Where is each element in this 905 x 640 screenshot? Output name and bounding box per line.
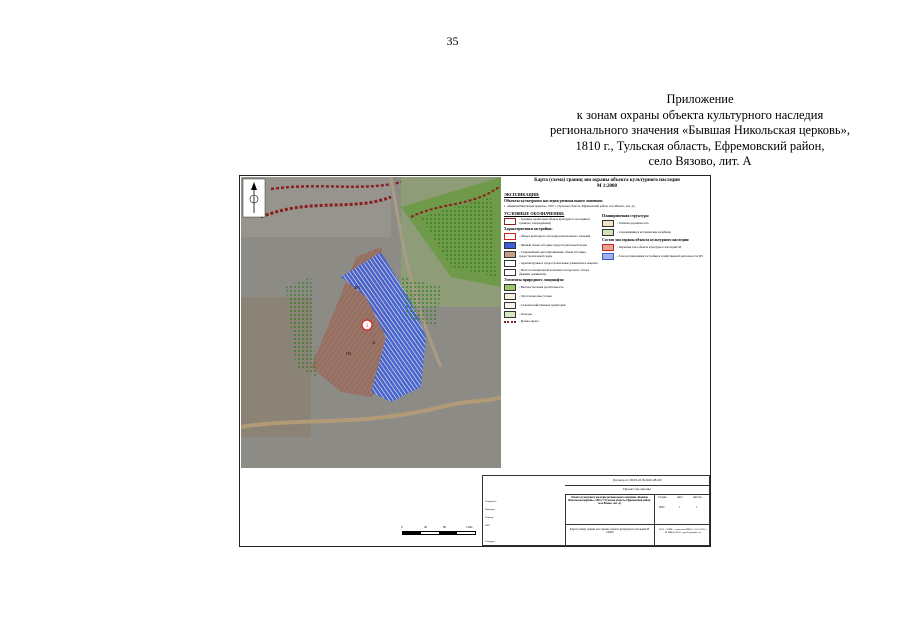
gardens-swatch — [504, 311, 516, 318]
explication-heading: ЭКСПЛИКАЦИЯ: — [504, 192, 540, 197]
building-heading: Характеристики застройки: — [504, 227, 553, 232]
sheet-title-cell: Карта (схема) границ зон охраны объекта культурного наследия М 1:2000 — [565, 524, 655, 547]
object-entry: 1. «Бывшая Никольская церковь», 1810 г. (Тульская область, Ефремовский район, село Вязово, лит. А) — [504, 204, 635, 209]
trees-swatch — [504, 284, 516, 291]
stage-label: Стадия — [658, 496, 667, 499]
legend-item: - Высокоствольная растительность — [504, 284, 600, 291]
heritage-object-icon — [504, 233, 516, 240]
zr1-zone-swatch — [602, 253, 614, 260]
appendix-line: регионального значения «Бывшая Никольская церковь», — [549, 123, 850, 137]
scale-tick: 120м — [466, 525, 473, 529]
sheets-value: 1 — [696, 506, 698, 509]
role: Проверил — [485, 508, 495, 511]
map-drawing — [241, 177, 501, 468]
zones-heading: Состав зон охраны объекта культурного наследия: — [602, 238, 690, 243]
org-cell: ООО «АРХИ» • лицензия МКРФ • 22.01.2021 г. № МКРФ 00513 • pp-the@yandex.ru — [655, 524, 711, 547]
stage-value: ПЗО — [659, 506, 665, 509]
legend-item: - Огороды — [504, 311, 600, 318]
appendix-line: Приложение — [666, 92, 734, 106]
contract-line: Договор от 28.03.22 №2022.48120 — [565, 476, 709, 486]
legend-item: - Бровка оврага — [504, 320, 600, 323]
title-block — [482, 475, 710, 546]
legend-item: - Объект культурного наследия регионального значения — [504, 233, 600, 240]
objects-heading: Объекты культурного наследия регионального значения: — [504, 199, 603, 204]
legend-item: - Сохранившиеся исторические кладбища — [602, 229, 710, 236]
legend-item: - Современный «дисгармоничный» объект историко-градостроительной среды — [504, 251, 600, 258]
map-label-object: 1 — [365, 324, 369, 329]
map-title: Карта (схема) границ зон охраны объекта культурного наследия — [534, 178, 680, 183]
legend — [504, 178, 710, 468]
project-line: Проект зон охраны — [565, 485, 709, 495]
sheets-label: Листов — [693, 496, 702, 499]
appendix-line: 1810 г., Тульская область, Ефремовский район, — [575, 138, 825, 153]
appendix-line: село Вязово, лит. А — [648, 154, 752, 168]
scale-tick: 0 — [401, 525, 403, 529]
planning-heading: Планировочная структура: — [602, 213, 650, 218]
legend-heading: УСЛОВНЫЕ ОБОЗНАЧЕНИЯ: — [504, 210, 565, 216]
scale-bar — [401, 525, 474, 534]
viewpoint-icon — [504, 269, 516, 276]
road-swatch — [602, 220, 614, 227]
legend-item: - Зона регулирования застройки и хозяйственной деятельности ЗР1 — [602, 253, 710, 260]
role: Утвердил — [485, 540, 495, 543]
legend-item: - Архитектурные и градостроительные доминанты и акценты — [504, 260, 600, 267]
roles-cell — [483, 494, 566, 547]
sheet-value: 1 — [679, 506, 681, 509]
scale-tick: 80 — [443, 525, 446, 529]
legend-item: - Луга/сенокосные угодья — [504, 293, 600, 300]
meadow-swatch — [504, 293, 516, 300]
appendix-line: к зонам охраны объекта культурного наследия — [576, 107, 824, 122]
object-name-cell: Объект культурного наследия регионального значения «Бывшая Никольская церковь», 1810 г. (Тульская область, Ефремовский район, село Вязово, лит. А) — [565, 494, 655, 524]
role: ГИП — [485, 524, 490, 527]
nature-heading: Элементы природного ландшафта: — [504, 278, 565, 283]
cemetery-swatch — [602, 229, 614, 236]
stage-cells — [655, 494, 711, 524]
valuable-object-swatch — [504, 242, 516, 249]
oz-zone-swatch — [602, 244, 614, 251]
legend-item: - Границы территории объекта культурного наследия (в границах утвержденных) — [504, 218, 600, 225]
scale-tick: 40 — [424, 525, 427, 529]
page-number: 35 — [446, 34, 459, 48]
map-label-zr1: ЗР1 — [354, 285, 361, 290]
legend-item: - Сельскохозяйственные территории — [504, 302, 600, 309]
role: Н.контр. — [485, 516, 494, 519]
ravine-swatch — [504, 321, 516, 324]
boundary-swatch — [504, 218, 516, 225]
sheet-label: Лист — [677, 496, 683, 499]
legend-item: - Охранная зона объекта культурного наследия ОЗ — [602, 244, 710, 251]
map-label-dominant: А — [372, 340, 376, 345]
legend-item: - Ценный объект историко-градостроительной среды — [504, 242, 600, 249]
legend-item: - Места потенциальной возможности кругового обзора (бывшие доминанты) — [504, 269, 600, 276]
role: Разработал — [485, 500, 497, 503]
map-image — [241, 177, 501, 468]
map-label-oz: ОЗ — [346, 351, 351, 356]
map-sheet — [239, 175, 711, 547]
appendix-header — [520, 92, 880, 170]
dominant-icon — [504, 260, 516, 267]
map-scale: М 1:2000 — [596, 184, 618, 189]
modern-object-swatch — [504, 251, 516, 258]
agricultural-swatch — [504, 302, 516, 309]
legend-item: - Уличная дорожная сеть — [602, 220, 710, 227]
